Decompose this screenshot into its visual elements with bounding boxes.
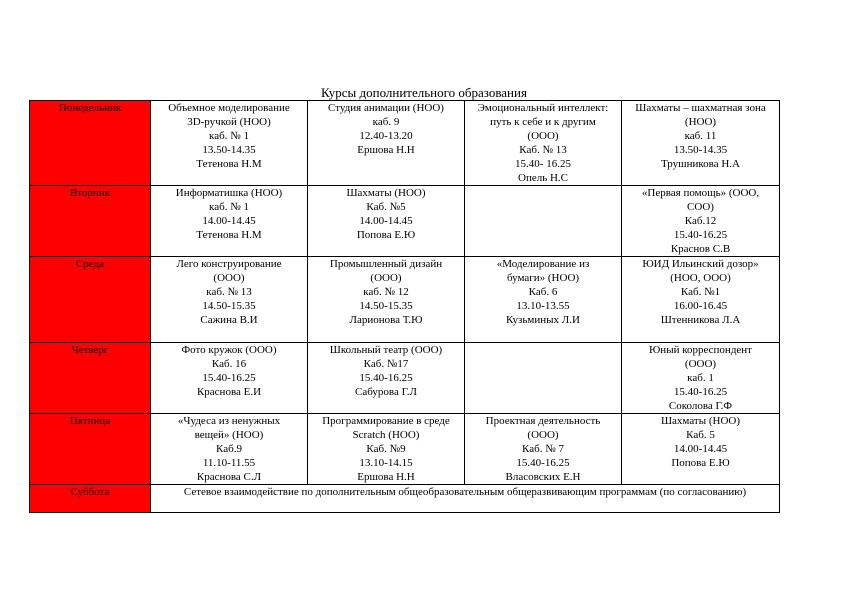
table-row-saturday — [30, 485, 780, 513]
day-cell-monday: Понедельник — [30, 101, 151, 186]
course-cell — [465, 343, 622, 414]
table-row-friday — [30, 414, 780, 485]
course-cell: Шахматы (НОО) Каб. 5 14.00-14.45 Попова Е.Ю — [622, 414, 780, 485]
schedule-table — [29, 100, 780, 513]
course-cell: Программирование в среде Scratch (НОО) Каб. №9 13.10-14.15 Ершова Н.Н — [308, 414, 465, 485]
day-cell-saturday: Суббота — [30, 485, 151, 513]
course-cell: Фото кружок (ООО) Каб. 16 15.40-16.25 Краснова Е.И — [151, 343, 308, 414]
course-cell: «Первая помощь» (ООО, СОО) Каб.12 15.40-16.25 Краснов С.В — [622, 186, 780, 257]
course-cell: «Моделирование из бумаги» (НОО) Каб. 6 13.10-13.55 Кузьминых Л.И — [465, 257, 622, 343]
course-cell: Информатишка (НОО) каб. № 1 14.00-14.45 Тетенова Н.М — [151, 186, 308, 257]
day-cell-tuesday: Вторник — [30, 186, 151, 257]
course-cell: Промышленный дизайн (ООО) каб. № 12 14.50-15.35 Ларионова Т.Ю — [308, 257, 465, 343]
course-cell: ЮИД Ильинский дозор» (НОО, ООО) Каб. №1 16.00-16.45 Штенникова Л.А — [622, 257, 780, 343]
course-cell: Проектная деятельность (ООО) Каб. № 7 15.40-16.25 Власовских Е.Н — [465, 414, 622, 485]
course-cell: Эмоциональный интеллект: путь к себе и к другим (ООО) Каб. № 13 15.40- 16.25 Опель Н.С — [465, 101, 622, 186]
day-cell-thursday: Четверг — [30, 343, 151, 414]
course-cell: Объемное моделирование 3D-ручкой (НОО) каб. № 1 13.50-14.35 Тетенова Н.М — [151, 101, 308, 186]
day-cell-wednesday: Среда — [30, 257, 151, 343]
table-row-monday — [30, 101, 780, 186]
course-cell: Лего конструирование (ООО) каб. № 13 14.50-15.35 Сажина В.И — [151, 257, 308, 343]
course-cell: Шахматы – шахматная зона (НОО) каб. 11 13.50-14.35 Трушникова Н.А — [622, 101, 780, 186]
saturday-note-cell: Сетевое взаимодействие по дополнительным общеобразовательным общеразвивающим программам (по согласованию) — [151, 485, 780, 513]
course-cell: Студия анимации (НОО) каб. 9 12.40-13.20 Ершова Н.Н — [308, 101, 465, 186]
table-row-tuesday — [30, 186, 780, 257]
course-cell — [465, 186, 622, 257]
day-cell-friday: Пятница — [30, 414, 151, 485]
page-title: Курсы дополнительного образования — [321, 85, 527, 100]
table-row-wednesday — [30, 257, 780, 343]
course-cell: Шахматы (НОО) Каб. №5 14.00-14.45 Попова Е.Ю — [308, 186, 465, 257]
course-cell: «Чудеса из ненужных вещей» (НОО) Каб.9 11.10-11.55 Краснова С.Л — [151, 414, 308, 485]
table-row-thursday — [30, 343, 780, 414]
course-cell: Юный корреспондент (ООО) каб. 1 15.40-16.25 Соколова Г.Ф — [622, 343, 780, 414]
course-cell: Школьный театр (ООО) Каб. №17 15.40-16.25 Сабурова Г.Л — [308, 343, 465, 414]
